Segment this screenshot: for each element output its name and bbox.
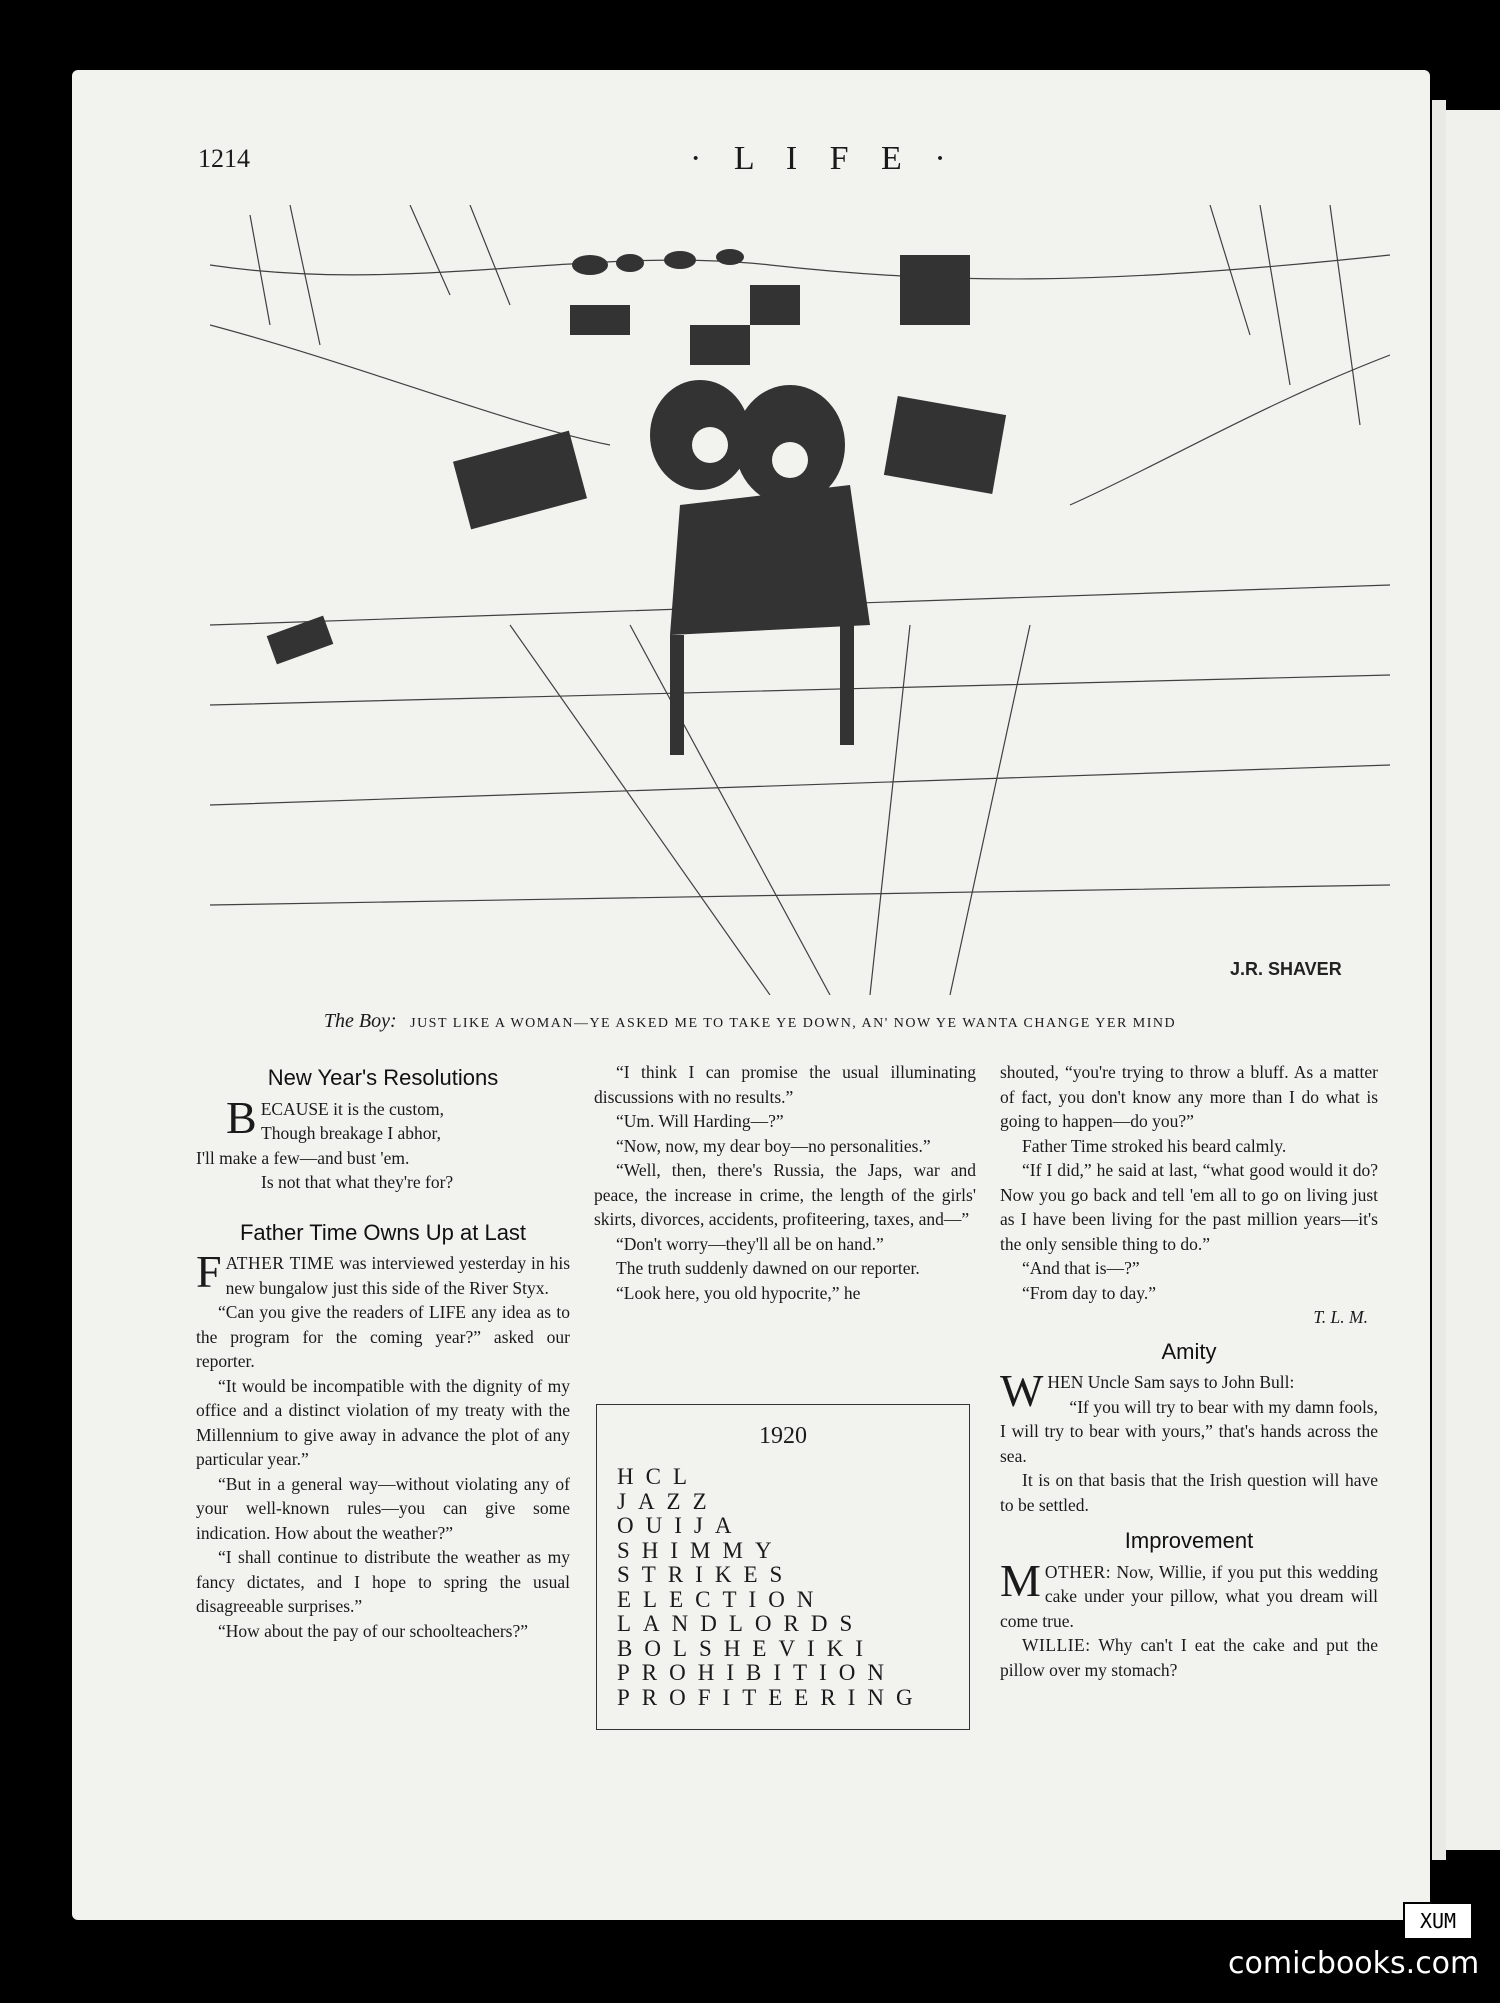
author-signature: T. L. M. (1313, 1307, 1368, 1327)
article-paragraph: “And that is—?” (1022, 1258, 1140, 1278)
box-word: BOLSHEVIKI (617, 1635, 875, 1661)
column-middle (594, 1060, 976, 1305)
resolutions-headline: New Year's Resolutions (267, 1065, 499, 1090)
article-paragraph: “Well, then, there's Russia, the Japs, war and peace, the increase in crime, the length of the girls' skirts, divorces, accidents, profiteering, taxes, and—” (594, 1160, 976, 1229)
box-word: PROFITEERING (617, 1684, 925, 1710)
box-word: LANDLORDS (617, 1611, 865, 1636)
improvement-dropcap: M (1000, 1554, 1041, 1606)
amity-dropcap: W (1000, 1365, 1044, 1416)
facing-page-edge (1446, 110, 1500, 1850)
poem-line: I'll make a few—and bust 'em. (196, 1147, 410, 1168)
page-number: 1214 (198, 144, 250, 173)
article-paragraph: The truth suddenly dawned on our reporter. (616, 1258, 920, 1278)
box-word-list (617, 1465, 925, 1710)
box-title: 1920 (759, 1423, 807, 1449)
reply-speaker: WILLIE: (1022, 1635, 1091, 1655)
box-word: OUIJA (617, 1513, 744, 1538)
resolutions-poem (196, 1091, 570, 1195)
poem-line: Though breakage I abhor, (261, 1123, 442, 1143)
article-paragraph: “Don't worry—they'll all be on hand.” (616, 1233, 884, 1254)
amity-lead (1000, 1365, 1378, 1416)
year-1920-box (596, 1404, 970, 1730)
amity-closing: It is on that basis that the Irish question will have to be settled. (1000, 1470, 1378, 1515)
archive-tag: XUM (1403, 1902, 1473, 1940)
box-word: PROHIBITION (617, 1660, 896, 1685)
sledding-illustration (210, 205, 1390, 995)
improvement-headline: Improvement (1124, 1528, 1254, 1553)
amity-lead-text: HEN Uncle Sam says to John Bull: (1047, 1372, 1295, 1392)
father-time-dropcap: F (196, 1246, 222, 1297)
reply-text: Why can't I eat the cake and put the pillow over my stomach? (1000, 1635, 1378, 1680)
box-word: STRIKES (617, 1562, 795, 1587)
father-time-lead-caps: ATHER TIME (225, 1253, 335, 1273)
article-paragraph: “I shall continue to distribute the weather as my fancy dictates, and I hope to spring the usual disagreeable surprises.” (196, 1547, 570, 1616)
box-word: JAZZ (617, 1488, 719, 1514)
box-word: ELECTION (617, 1586, 826, 1612)
caption-line: JUST LIKE A WOMAN—YE ASKED ME TO TAKE YE DOWN, AN' NOW YE WANTA CHANGE YER MIND (410, 1016, 1177, 1031)
box-word: HCL (617, 1464, 699, 1489)
article-paragraph: “It would be incompatible with the dignity of my office and a distinct violation of my treaty with the Millennium to give away in advance the plot of any particular year.” (196, 1375, 570, 1469)
amity-headline: Amity (1161, 1338, 1217, 1364)
article-paragraph: “Can you give the readers of LIFE any idea as to the program for the coming year?” asked our reporter. (196, 1302, 570, 1371)
improvement-lead (1000, 1554, 1378, 1634)
article-paragraph: “I think I can promise the usual illuminating discussions with no results.” (594, 1062, 976, 1107)
article-paragraph: “Look here, you old hypocrite,” he (616, 1282, 861, 1303)
article-paragraph: “Now, now, my dear boy—no personalities.” (616, 1135, 931, 1156)
box-word: SHIMMY (617, 1537, 784, 1563)
masthead-title: · L I F E · (690, 140, 958, 177)
column-left (196, 1060, 570, 1643)
article-paragraph: “How about the pay of our schoolteachers?” (218, 1620, 529, 1641)
illustration-caption (200, 1010, 1300, 1033)
improvement-reply (1000, 1633, 1378, 1682)
article-paragraph: Father Time stroked his beard calmly. (1022, 1135, 1287, 1156)
article-paragraph: “If I did,” he said at last, “what good would it do? Now you go back and tell 'em all to go on living just as I have been living for the past million years—it's the only sensible thing to do.” (1000, 1160, 1378, 1254)
page-gutter (1432, 100, 1446, 1860)
artist-signature: J.R. SHAVER (1230, 959, 1342, 979)
caption-speaker: The Boy: (323, 1010, 397, 1032)
father-time-lead-text: was interviewed yesterday in his new bungalow just this side of the River Styx. (225, 1253, 571, 1298)
article-paragraph: “Um. Will Harding—?” (616, 1111, 784, 1131)
column-right (1000, 1060, 1378, 1682)
poem-line: Is not that what they're for? (261, 1172, 454, 1192)
article-paragraph: shouted, “you're trying to throw a bluff. As a matter of fact, you don't know any more than I do what is going to happen—do you?” (1000, 1062, 1378, 1131)
amity-quote: “If you will try to bear with my damn fools, I will try to bear with yours,” that's hands across the sea. (1000, 1396, 1378, 1466)
improvement-lead-text: Now, Willie, if you put this wedding cake under your pillow, what you dream will come true. (1000, 1561, 1378, 1631)
article-paragraph: “But in a general way—without violating any of your well-known rules—you can give some indication. How about the weather?” (196, 1473, 570, 1543)
father-time-lead (196, 1246, 571, 1300)
site-watermark: comicbooks.com (1228, 1946, 1480, 1981)
poem-line: ECAUSE it is the custom, (260, 1098, 444, 1119)
father-time-headline: Father Time Owns Up at Last (239, 1219, 527, 1245)
article-paragraph: “From day to day.” (1022, 1282, 1156, 1303)
improvement-speaker: OTHER: (1044, 1561, 1112, 1582)
resolutions-dropcap: B (226, 1091, 257, 1143)
